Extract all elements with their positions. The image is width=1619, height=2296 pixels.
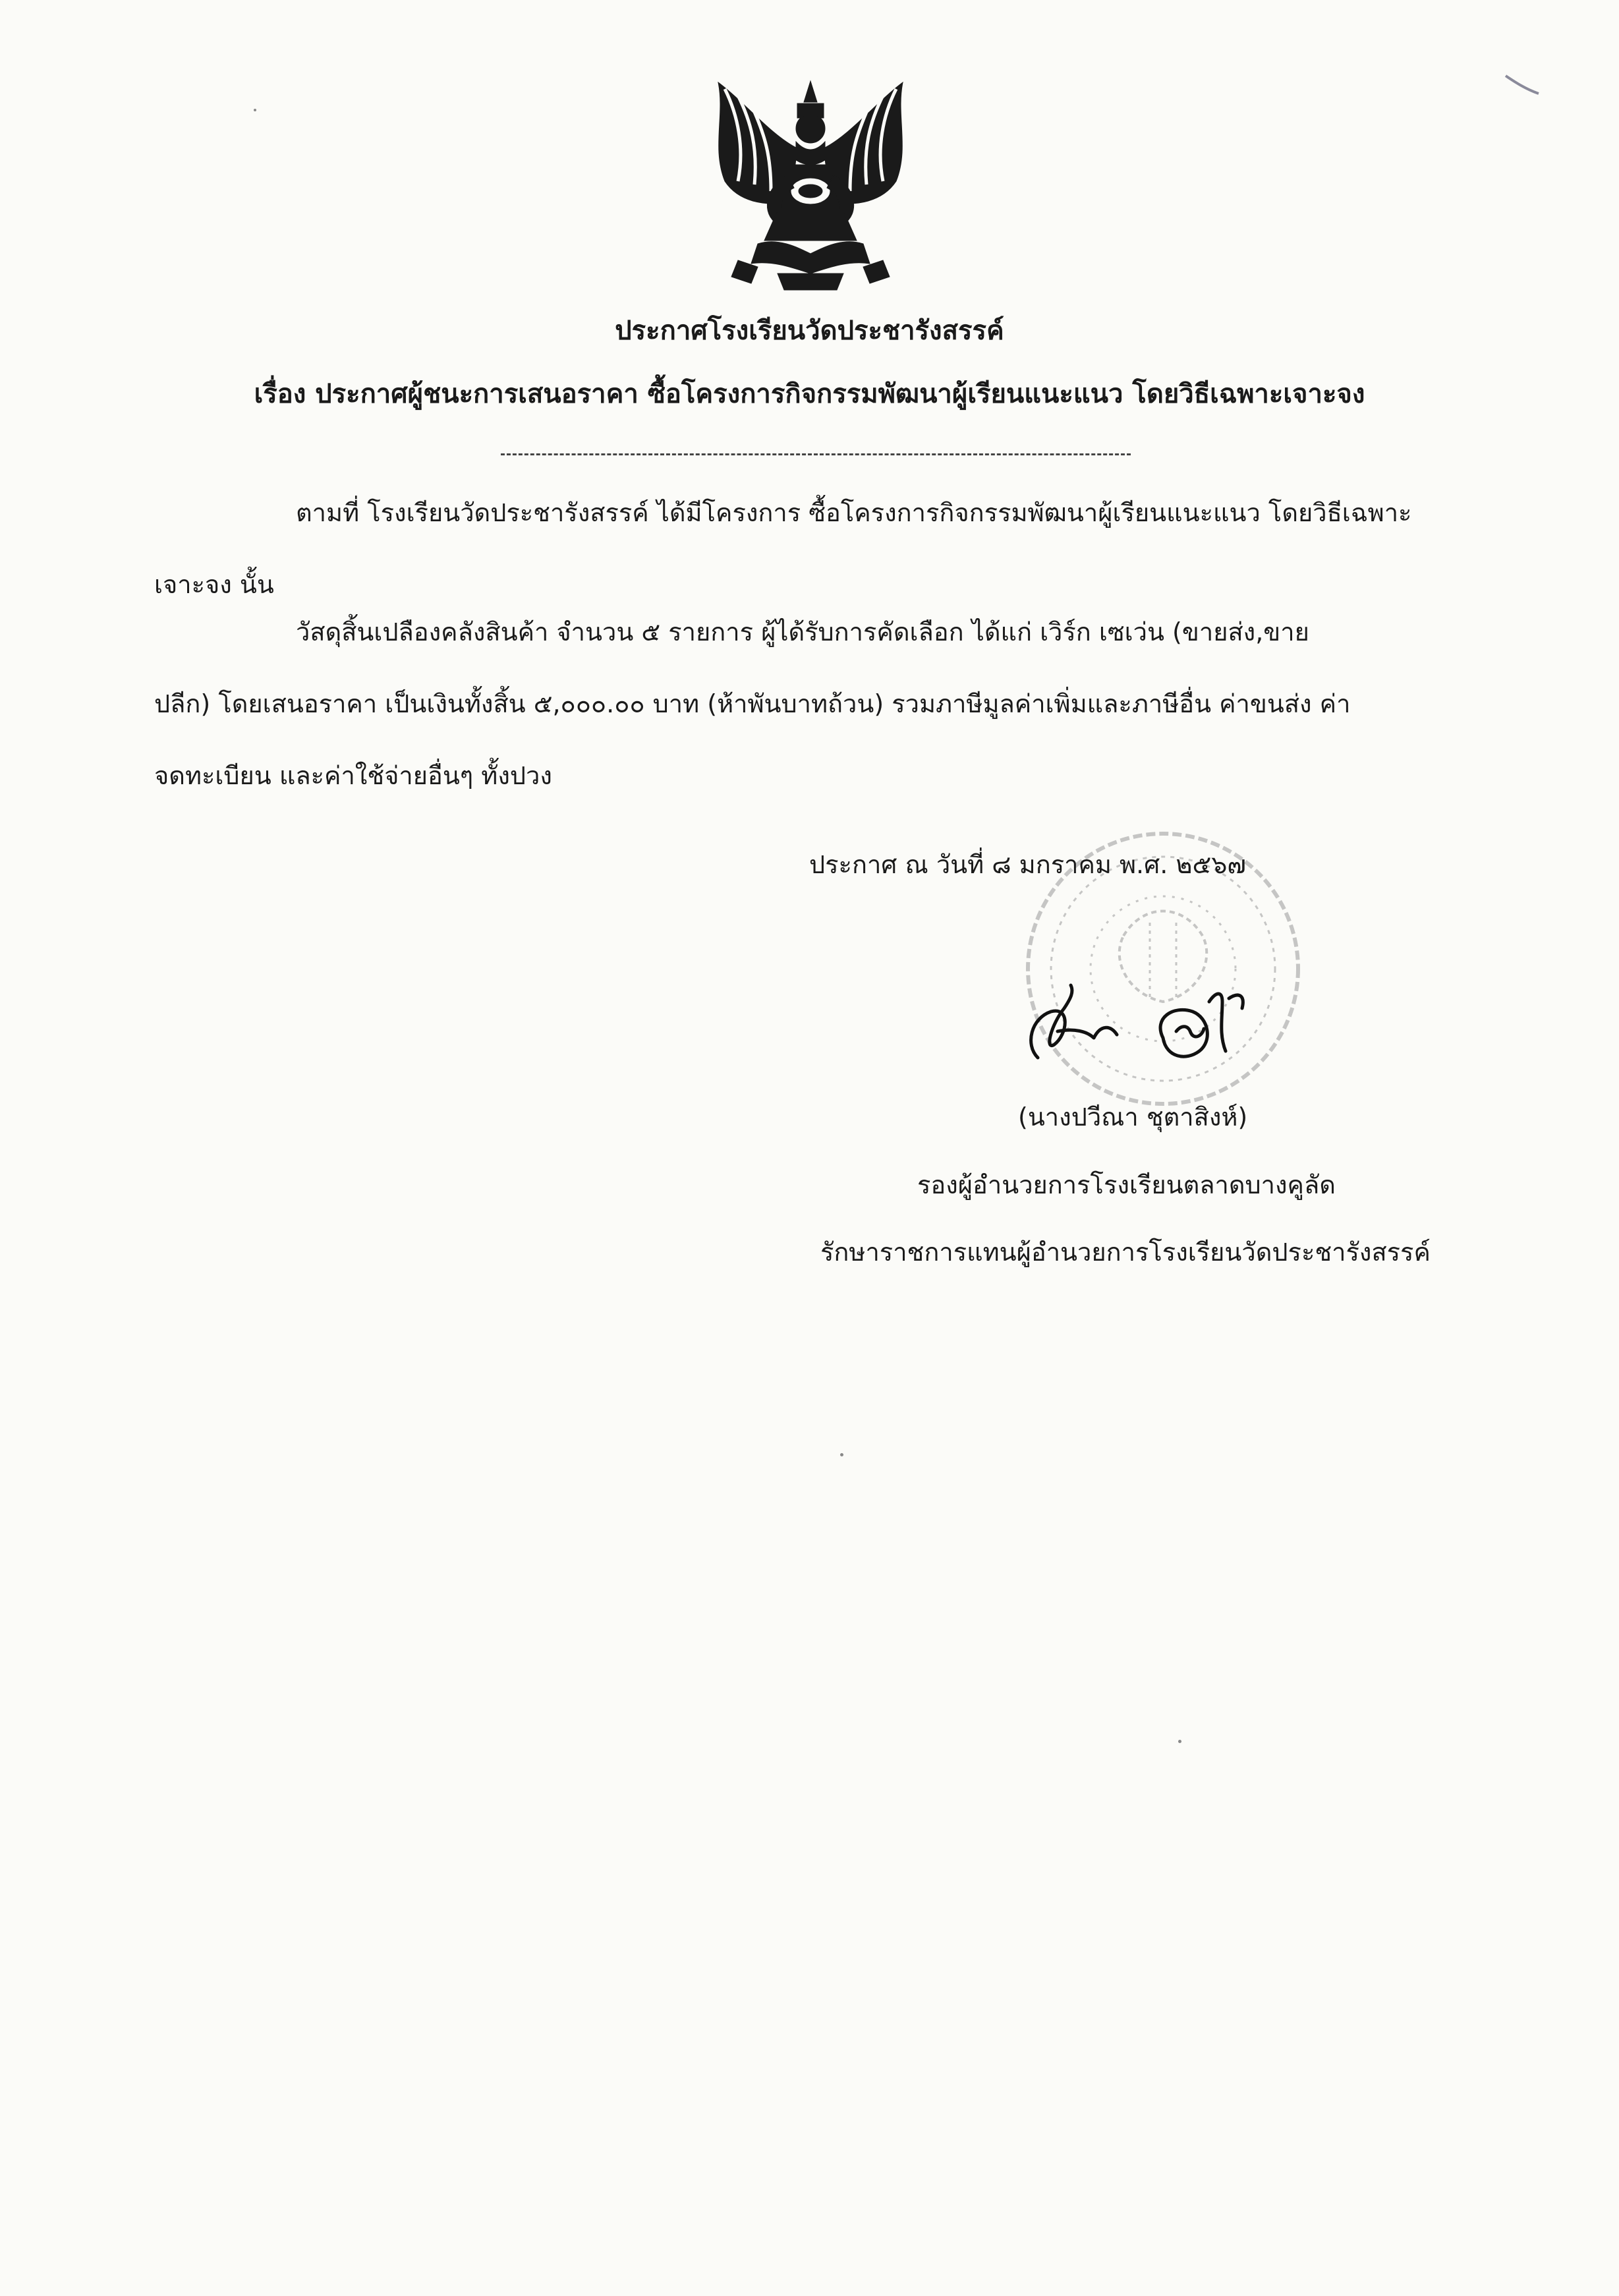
scan-mark (1502, 72, 1542, 99)
paragraph-2-line-3: จดทะเบียน และค่าใช้จ่ายอื่นๆ ทั้งปวง (154, 761, 552, 790)
document-subject: เรื่อง ประกาศผู้ชนะการเสนอราคา ซื้อโครงการกิจกรรมพัฒนาผู้เรียนแนะแนว โดยวิธีเฉพาะเจาะจง (254, 379, 1365, 409)
body-paragraph-2 (154, 596, 1465, 812)
scan-speck (254, 109, 256, 111)
paragraph-2-line-1: วัสดุสิ้นเปลืองคลังสินค้า จำนวน ๕ รายการ ผู้ได้รับการคัดเลือก ได้แก่ เวิร์ก เซเว่น (ขายส่ง,ขาย (296, 617, 1309, 646)
paragraph-1-line-1: ตามที่ โรงเรียนวัดประชารังสรรค์ ได้มีโครงการ ซื้อโครงการกิจกรรมพัฒนาผู้เรียนแนะแนว โดยวิธีเฉพาะ (296, 498, 1412, 527)
paragraph-2-line-2: ปลีก) โดยเสนอราคา เป็นเงินทั้งสิ้น ๕,๐๐๐.๐๐ บาท (ห้าพันบาทถ้วน) รวมภาษีมูลค่าเพิ่มและภาษีอื่น ค่าขนส่ง ค่า (154, 689, 1351, 718)
paragraph-1-line-2: เจาะจง นั้น (154, 570, 274, 599)
signer-name: (นางปวีณา ชุตาสิงห์) (1018, 1103, 1248, 1132)
header-divider (501, 453, 1131, 455)
scan-speck (1178, 1740, 1181, 1743)
scan-speck (840, 1453, 843, 1456)
handwritten-signature-icon (1011, 972, 1301, 1077)
document-title: ประกาศโรงเรียนวัดประชารังสรรค์ (615, 316, 1004, 346)
signer-position-2: รักษาราชการแทนผู้อำนวยการโรงเรียนวัดประชารังสรรค์ (820, 1238, 1431, 1267)
garuda-emblem-icon (698, 76, 923, 293)
announcement-date: ประกาศ ณ วันที่ ๘ มกราคม พ.ศ. ๒๕๖๗ (809, 850, 1246, 879)
signer-position-1: รองผู้อำนวยการโรงเรียนตลาดบางคูลัด (917, 1170, 1336, 1199)
